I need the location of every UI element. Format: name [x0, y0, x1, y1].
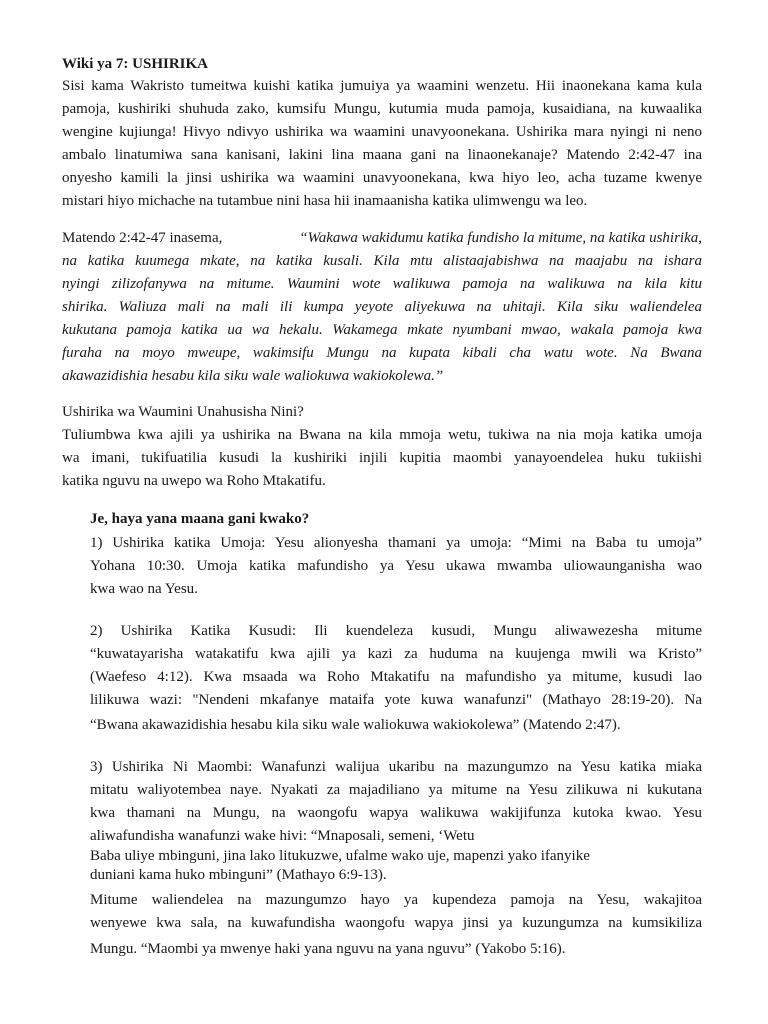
point3-line: mitatu waliyotembea naye. Nyakati za majadiliano ya mitume na Yesu zilikuwa ni kukutana	[90, 782, 702, 798]
point3-line: Mungu. “Maombi ya mwenye haki yana nguvu na yana nguvu” (Yakobo 5:16).	[90, 941, 566, 957]
point3-line: Mitume waliendelea na mazungumzo hayo ya kupendeza pamoja na Yesu, wakajitoa	[90, 892, 702, 908]
quote-line: akawazidishia hesabu kila siku wale waliokuwa wakiokolewa.”	[62, 368, 444, 384]
point2-line: lilikuwa wazi: "Nendeni mkafanye mataifa yote kuwa wanafunzi" (Mathayo 28:19-20). Na	[90, 692, 702, 708]
section-title: Ushirika wa Waumini Unahusisha Nini?	[62, 404, 304, 420]
quote-first-line	[62, 227, 702, 249]
intro-line: mistari hiyo michache na tutambue nini hasa hii inamaanisha katika ulimwengu wa leo.	[62, 193, 588, 209]
intro-line: onyesho kamili la jinsi ushirika wa waamini unavyoonekana, kwa hiyo leo, acha tuzame kwenye	[62, 170, 702, 186]
quote-line: kukutana pamoja katika ua wa hekalu. Wakamega mkate nyumbani mwao, wakala pamoja kwa	[62, 322, 702, 338]
point3-line: duniani kama huko mbinguni” (Mathayo 6:9-13).	[90, 867, 387, 883]
point1-line: 1) Ushirika katika Umoja: Yesu alionyesha thamani ya umoja: “Mimi na Baba tu umoja”	[90, 535, 702, 551]
quote-line: na katika kuumega mkate, na katika kusali. Kila mtu alistaajabishwa na maajabu na ishara	[62, 253, 702, 269]
point1-line: Yohana 10:30. Umoja katika mafundisho ya Yesu ukawa mwamba uliowaunganisha wao	[90, 558, 702, 574]
quote-intro: Matendo 2:42-47 inasema,	[62, 230, 223, 246]
point3-line: 3) Ushirika Ni Maombi: Wanafunzi walijua ukaribu na mazungumzo na Yesu katika miaka	[90, 759, 702, 775]
point3-line: aliwafundisha wanafunzi wake hivi: “Mnaposali, semeni, ‘Wetu	[90, 828, 475, 844]
point3-line: Baba uliye mbinguni, jina lako litukuzwe, ufalme wako uje, mapenzi yako ifanyike	[90, 848, 590, 864]
intro-line: Sisi kama Wakristo tumeitwa kuishi katika jumuiya ya waamini wenzetu. Hii inaonekana kama kula	[62, 78, 702, 94]
point2-line: 2) Ushirika Katika Kusudi: Ili kuendeleza kusudi, Mungu aliwawezesha mitume	[90, 623, 702, 639]
section-line: katika nguvu na uwepo wa Roho Mtakatifu.	[62, 473, 326, 489]
intro-line: wengine kujiunga! Hivyo ndivyo ushirika wa waamini unavyoonekana. Ushirika mara nyingi ni neno	[62, 124, 702, 140]
intro-line: pamoja, kushiriki shuhuda zako, kumsifu Mungu, kutumia muda pamoja, kusaidiana, na kuwaalika	[62, 101, 702, 117]
point1-line: kwa wao na Yesu.	[90, 581, 198, 597]
point3-line: kwa thamani na Mungu, na waongofu wapya walikuwa wakijifunza kutoka kwao. Yesu	[90, 805, 702, 821]
point3-line: wenyewe kwa sala, na kuwafundisha waongofu wapya jinsi ya kuzungumza na kumsikiliza	[90, 915, 702, 931]
quote-line: nyingi zilizofanywa na mitume. Waumini wote walikuwa pamoja na walikuwa na kila kitu	[62, 276, 702, 292]
week-heading: Wiki ya 7: USHIRIKA	[62, 56, 209, 72]
quote-line: “Wakawa wakidumu katika fundisho la mitume, na katika ushirika,	[299, 230, 702, 246]
section-line: Tuliumbwa kwa ajili ya ushirika na Bwana na kila mmoja wetu, tukiwa na nia moja katika umoja	[62, 427, 702, 443]
quote-line: furaha na moyo mweupe, wakimsifu Mungu na kupata kibali cha watu wote. Na Bwana	[62, 345, 702, 361]
point2-line: “kuwatayarisha watakatifu kwa ajili ya kazi za huduma na kuujenga mwili wa Kristo”	[90, 646, 702, 662]
quote-line: shirika. Waliuza mali na mali ili kumpa yeyote aliyekuwa na uhitaji. Kila siku waliendelea	[62, 299, 702, 315]
subheading: Je, haya yana maana gani kwako?	[90, 511, 310, 527]
point2-line: “Bwana akawazidishia hesabu kila siku wale waliokuwa wakiokolewa” (Matendo 2:47).	[90, 717, 621, 733]
intro-line: ambalo linatumiwa sana kanisani, lakini lina maana gani na linaonekanaje? Matendo 2:42-47 ina	[62, 147, 702, 163]
section-line: wa imani, tukifuatilia kusudi la kushiriki injili kupitia maombi yanayoendelea huku tukiishi	[62, 450, 702, 466]
point2-line: (Waefeso 4:12). Kwa msaada wa Roho Mtakatifu na mafundisho ya mitume, kusudi lao	[90, 669, 702, 685]
